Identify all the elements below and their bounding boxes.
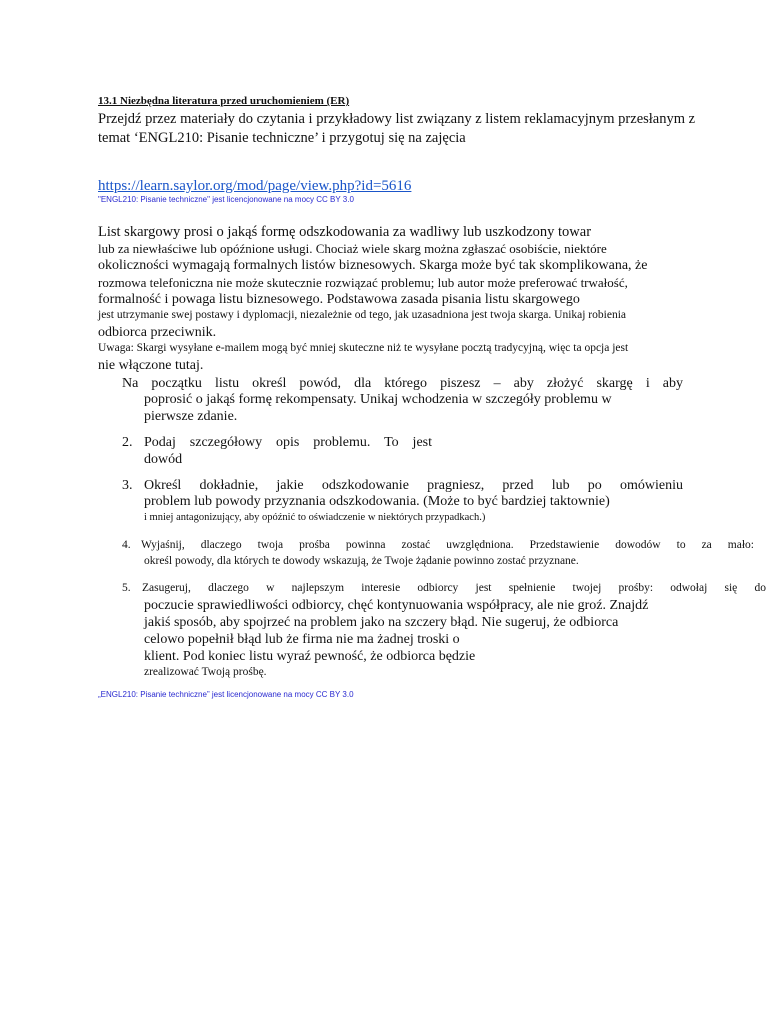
list-item-line: określ powody, dla których te dowody wskazują, że Twoje żądanie powinno zostać przyznane.: [144, 555, 579, 567]
list-item-line: klient. Pod koniec listu wyraź pewność, że odbiorca będzie: [144, 649, 476, 664]
list-item-line: dowód: [144, 452, 183, 467]
list-item-line: celowo popełnił błąd lub że firma nie ma żadnej troski o: [144, 632, 460, 647]
list-item-line: Określ dokładnie, jakie odszkodowanie pragniesz, przed lub po omówieniu: [144, 478, 683, 493]
list-item-line: poczucie sprawiedliwości odbiorcy, chęć kontynuowania współpracy, ale nie groź. Znajdź: [144, 598, 649, 613]
list-item-line: Zasugeruj, dlaczego w najlepszym interesie odbiorcy jest spełnienie twojej prośby: odwołaj się do: [142, 582, 766, 594]
intro-line: temat ‘ENGL210: Pisanie techniczne’ i przygotuj się na zajęcia: [98, 130, 466, 146]
list-item-number: 3.: [122, 478, 133, 493]
list-item-line: i mniej antagonizujący, aby opóźnić to oświadczenie w niektórych przypadkach.): [144, 512, 486, 523]
list-item-line: jakiś sposób, aby spojrzeć na problem jako na szczery błąd. Nie sugeruj, że odbiorca: [144, 615, 619, 630]
list-item-line: Wyjaśnij, dlaczego twoja prośba powinna zostać uwzględniona. Przedstawienie dowodów to za mało:: [141, 539, 754, 551]
paragraph-line: odbiorca przeciwnik.: [98, 325, 217, 340]
list-item-line: pierwsze zdanie.: [144, 409, 238, 424]
list-item-number: 2.: [122, 435, 133, 450]
license-note-top: "ENGL210: Pisanie techniczne" jest licencjonowane na mocy CC BY 3.0: [98, 195, 354, 204]
source-link[interactable]: https://learn.saylor.org/mod/page/view.php?id=5616: [98, 178, 412, 194]
paragraph-line: lub za niewłaściwe lub opóźnione usługi. Chociaż wiele skarg można zgłaszać osobiście, niektóre: [98, 241, 607, 256]
paragraph-line: Uwaga: Skargi wysyłane e-mailem mogą być mniej skuteczne niż te wysyłane pocztą tradycyjną, więc ta opcja jest: [98, 342, 629, 354]
paragraph-line: rozmowa telefoniczna nie może skutecznie rozwiązać problemu; lub autor może preferować trwałość,: [98, 275, 628, 290]
list-item-line: Podaj szczegółowy opis problemu. To jest: [144, 435, 432, 450]
paragraph-line: okoliczności wymagają formalnych listów biznesowych. Skarga może być tak skomplikowana, że: [98, 258, 648, 273]
list-item-number: 4.: [122, 539, 131, 551]
license-note-bottom: „ENGL210: Pisanie techniczne” jest licencjonowane na mocy CC BY 3.0: [98, 690, 354, 699]
section-title: 13.1 Niezbędna literatura przed uruchomieniem (ER): [98, 95, 350, 107]
list-item-line: Na początku listu określ powód, dla którego piszesz – aby złożyć skargę i aby: [122, 376, 683, 391]
paragraph-line: List skargowy prosi o jakąś formę odszkodowania za wadliwy lub uszkodzony towar: [98, 224, 592, 240]
intro-line: Przejdź przez materiały do czytania i przykładowy list związany z listem reklamacyjnym przesłanym z: [98, 111, 696, 127]
list-item-line: zrealizować Twoją prośbę.: [144, 666, 267, 678]
paragraph-line: formalność i powaga listu biznesowego. Podstawowa zasada pisania listu skargowego: [98, 292, 580, 307]
list-item-line: poprosić o jakąś formę rekompensaty. Unikaj wchodzenia w szczegóły problemu w: [144, 392, 612, 407]
paragraph-line: nie włączone tutaj.: [98, 358, 204, 373]
list-item-line: problem lub powody przyznania odszkodowania. (Może to być bardziej taktownie): [144, 494, 610, 509]
list-item-number: 5.: [122, 582, 131, 594]
paragraph-line: jest utrzymanie swej postawy i dyplomacji, niezależnie od tego, jak uzasadniona jest twoja skarga. Unikaj robienia: [98, 309, 626, 321]
